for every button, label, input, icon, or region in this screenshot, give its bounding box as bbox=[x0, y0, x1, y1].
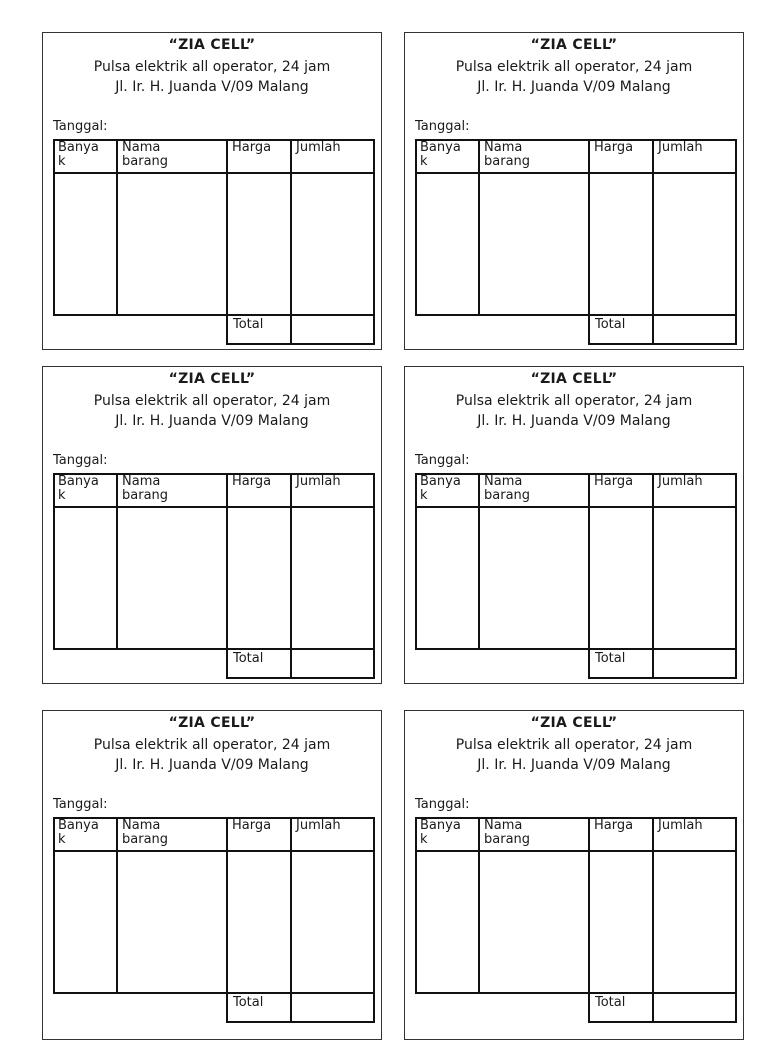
receipt-subtitle: Pulsa elektrik all operator, 24 jam bbox=[455, 59, 693, 75]
receipt-address: Jl. Ir. H. Juanda V/09 Malang bbox=[477, 413, 671, 429]
header-qty-line1: Banya bbox=[58, 140, 99, 155]
date-label: Tanggal: bbox=[53, 453, 108, 468]
table-header-divider bbox=[415, 506, 737, 508]
receipt-subtitle: Pulsa elektrik all operator, 24 jam bbox=[93, 59, 331, 75]
table-right-border bbox=[735, 473, 737, 679]
header-qty-line2: k bbox=[420, 832, 428, 847]
col-divider-2 bbox=[226, 817, 228, 1023]
header-qty bbox=[420, 819, 461, 847]
item-table bbox=[415, 139, 737, 345]
header-price: Harga bbox=[594, 818, 634, 833]
total-label: Total bbox=[233, 651, 264, 666]
header-qty-line1: Banya bbox=[420, 818, 461, 833]
item-table bbox=[53, 139, 375, 345]
receipt-4 bbox=[404, 366, 744, 684]
header-qty bbox=[420, 475, 461, 503]
header-item-name-line1: Nama bbox=[484, 474, 523, 489]
header-qty-line1: Banya bbox=[58, 818, 99, 833]
col-divider-1 bbox=[478, 473, 480, 650]
header-item-name-line2: barang bbox=[122, 488, 169, 503]
col-divider-2 bbox=[226, 139, 228, 345]
receipt-title: “ZIA CELL” bbox=[530, 715, 618, 731]
header-amount: Jumlah bbox=[658, 818, 703, 833]
table-left-border bbox=[415, 473, 417, 650]
receipt-5 bbox=[42, 710, 382, 1040]
header-amount: Jumlah bbox=[296, 474, 341, 489]
header-price: Harga bbox=[594, 140, 634, 155]
col-divider-2 bbox=[588, 139, 590, 345]
table-right-border bbox=[735, 817, 737, 1023]
table-header-divider bbox=[53, 172, 375, 174]
header-item-name bbox=[122, 819, 168, 847]
header-price: Harga bbox=[232, 140, 272, 155]
total-label: Total bbox=[595, 651, 626, 666]
table-total-bottom bbox=[588, 343, 737, 345]
receipt-1 bbox=[42, 32, 382, 350]
header-item-name-line1: Nama bbox=[122, 474, 161, 489]
col-divider-1 bbox=[116, 473, 118, 650]
col-divider-1 bbox=[116, 817, 118, 994]
table-body-bottom bbox=[415, 314, 737, 316]
table-body-bottom bbox=[53, 314, 375, 316]
header-item-name bbox=[122, 141, 168, 169]
table-left-border bbox=[415, 817, 417, 994]
header-item-name-line2: barang bbox=[484, 488, 531, 503]
table-header-divider bbox=[53, 506, 375, 508]
table-body-bottom bbox=[53, 648, 375, 650]
table-left-border bbox=[53, 139, 55, 316]
header-item-name-line2: barang bbox=[484, 832, 531, 847]
date-label: Tanggal: bbox=[415, 119, 470, 134]
header-item-name-line1: Nama bbox=[122, 140, 161, 155]
receipt-subtitle: Pulsa elektrik all operator, 24 jam bbox=[455, 737, 693, 753]
table-body-bottom bbox=[53, 992, 375, 994]
header-item-name bbox=[484, 475, 530, 503]
table-body-bottom bbox=[415, 648, 737, 650]
header-qty-line1: Banya bbox=[420, 474, 461, 489]
receipt-3 bbox=[42, 366, 382, 684]
header-price: Harga bbox=[232, 818, 272, 833]
header-amount: Jumlah bbox=[296, 140, 341, 155]
table-left-border bbox=[53, 817, 55, 994]
col-divider-1 bbox=[478, 139, 480, 316]
col-divider-1 bbox=[478, 817, 480, 994]
table-header-divider bbox=[415, 172, 737, 174]
table-header-divider bbox=[53, 850, 375, 852]
col-divider-3 bbox=[652, 817, 654, 1023]
item-table bbox=[53, 817, 375, 1023]
header-qty-line2: k bbox=[58, 154, 66, 169]
item-table bbox=[415, 473, 737, 679]
item-table bbox=[415, 817, 737, 1023]
receipt-subtitle: Pulsa elektrik all operator, 24 jam bbox=[93, 393, 331, 409]
receipt-address: Jl. Ir. H. Juanda V/09 Malang bbox=[477, 757, 671, 773]
header-item-name-line1: Nama bbox=[484, 818, 523, 833]
header-qty-line2: k bbox=[420, 154, 428, 169]
receipt-address: Jl. Ir. H. Juanda V/09 Malang bbox=[115, 79, 309, 95]
date-label: Tanggal: bbox=[415, 797, 470, 812]
receipt-address: Jl. Ir. H. Juanda V/09 Malang bbox=[115, 757, 309, 773]
table-total-bottom bbox=[226, 343, 375, 345]
receipt-title: “ZIA CELL” bbox=[530, 37, 618, 53]
col-divider-2 bbox=[588, 817, 590, 1023]
date-label: Tanggal: bbox=[53, 119, 108, 134]
col-divider-3 bbox=[290, 817, 292, 1023]
table-total-bottom bbox=[588, 1021, 737, 1023]
header-item-name-line2: barang bbox=[484, 154, 531, 169]
date-label: Tanggal: bbox=[415, 453, 470, 468]
total-label: Total bbox=[595, 317, 626, 332]
header-qty bbox=[58, 819, 99, 847]
receipt-title: “ZIA CELL” bbox=[530, 371, 618, 387]
table-body-bottom bbox=[415, 992, 737, 994]
header-qty bbox=[420, 141, 461, 169]
header-item-name-line1: Nama bbox=[484, 140, 523, 155]
item-table bbox=[53, 473, 375, 679]
header-amount: Jumlah bbox=[658, 474, 703, 489]
header-qty bbox=[58, 475, 99, 503]
header-price: Harga bbox=[594, 474, 634, 489]
header-item-name-line1: Nama bbox=[122, 818, 161, 833]
receipt-address: Jl. Ir. H. Juanda V/09 Malang bbox=[115, 413, 309, 429]
receipt-title: “ZIA CELL” bbox=[168, 715, 256, 731]
header-item-name bbox=[484, 819, 530, 847]
receipt-address: Jl. Ir. H. Juanda V/09 Malang bbox=[477, 79, 671, 95]
receipt-6 bbox=[404, 710, 744, 1040]
header-price: Harga bbox=[232, 474, 272, 489]
header-item-name bbox=[484, 141, 530, 169]
table-total-bottom bbox=[226, 1021, 375, 1023]
col-divider-2 bbox=[588, 473, 590, 679]
header-qty bbox=[58, 141, 99, 169]
table-left-border bbox=[415, 139, 417, 316]
total-label: Total bbox=[233, 995, 264, 1010]
table-right-border bbox=[373, 473, 375, 679]
header-amount: Jumlah bbox=[296, 818, 341, 833]
receipt-subtitle: Pulsa elektrik all operator, 24 jam bbox=[455, 393, 693, 409]
header-qty-line1: Banya bbox=[420, 140, 461, 155]
col-divider-3 bbox=[652, 473, 654, 679]
header-amount: Jumlah bbox=[658, 140, 703, 155]
total-label: Total bbox=[595, 995, 626, 1010]
header-item-name-line2: barang bbox=[122, 154, 169, 169]
header-qty-line2: k bbox=[58, 832, 66, 847]
receipt-subtitle: Pulsa elektrik all operator, 24 jam bbox=[93, 737, 331, 753]
date-label: Tanggal: bbox=[53, 797, 108, 812]
col-divider-3 bbox=[290, 473, 292, 679]
header-item-name-line2: barang bbox=[122, 832, 169, 847]
total-label: Total bbox=[233, 317, 264, 332]
header-qty-line2: k bbox=[58, 488, 66, 503]
receipt-title: “ZIA CELL” bbox=[168, 371, 256, 387]
table-right-border bbox=[735, 139, 737, 345]
table-right-border bbox=[373, 139, 375, 345]
receipt-2 bbox=[404, 32, 744, 350]
table-total-bottom bbox=[588, 677, 737, 679]
col-divider-3 bbox=[290, 139, 292, 345]
table-left-border bbox=[53, 473, 55, 650]
table-header-divider bbox=[415, 850, 737, 852]
col-divider-2 bbox=[226, 473, 228, 679]
col-divider-3 bbox=[652, 139, 654, 345]
receipt-title: “ZIA CELL” bbox=[168, 37, 256, 53]
header-qty-line1: Banya bbox=[58, 474, 99, 489]
header-item-name bbox=[122, 475, 168, 503]
col-divider-1 bbox=[116, 139, 118, 316]
table-right-border bbox=[373, 817, 375, 1023]
header-qty-line2: k bbox=[420, 488, 428, 503]
table-total-bottom bbox=[226, 677, 375, 679]
